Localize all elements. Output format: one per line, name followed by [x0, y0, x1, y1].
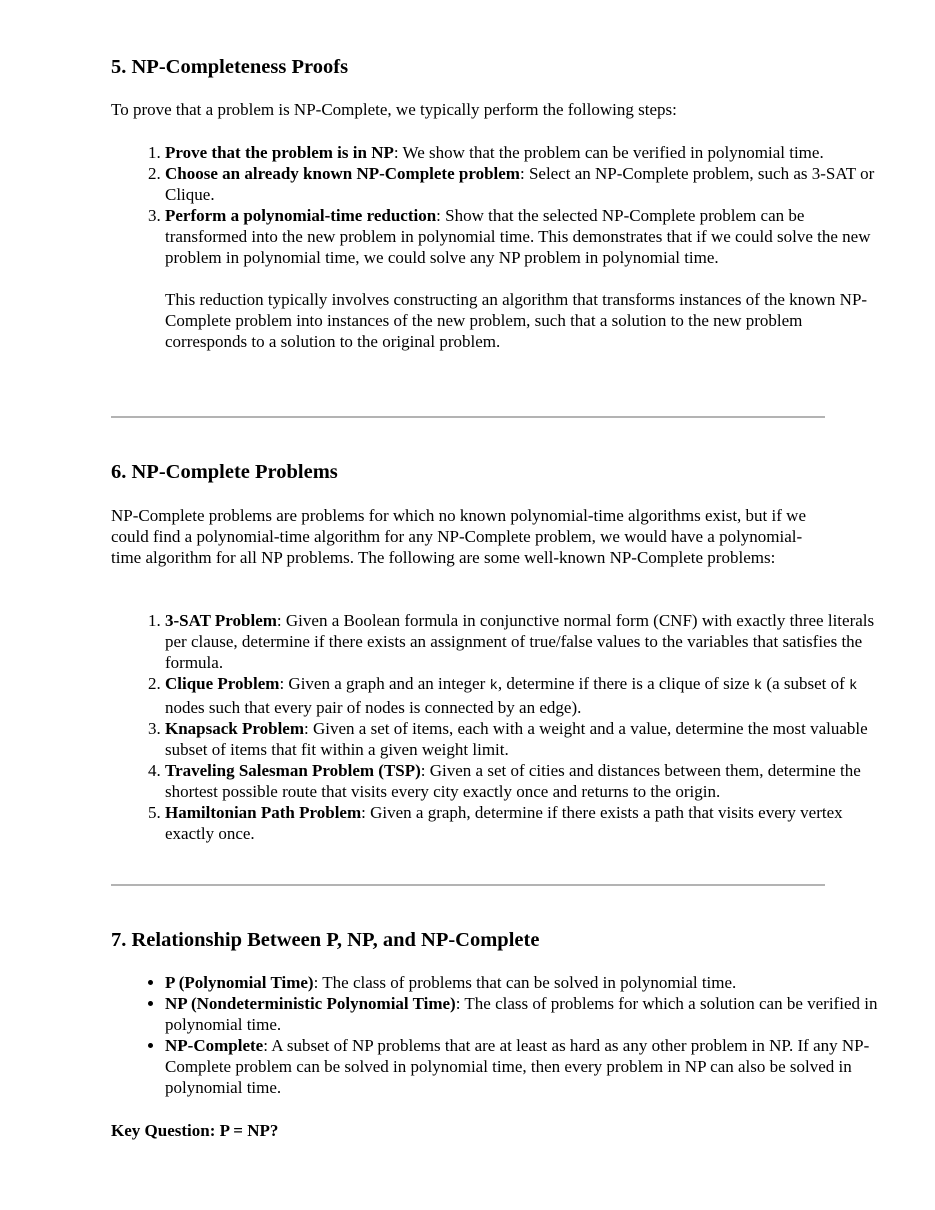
list-item — [165, 142, 879, 163]
list-item — [165, 760, 879, 802]
section-6-intro: NP-Complete problems are problems for which no known polynomial-time algorithms exist, but if we could find a polynomial-time algorithm for any NP-Complete problem, we would have a polynomial-time algorithm for all NP problems. The following are some well-known NP-Complete problems: — [111, 506, 806, 567]
item-term: Choose an already known NP-Complete problem — [165, 164, 520, 183]
list-item — [165, 673, 879, 718]
list-item — [165, 1035, 879, 1098]
item-text: , determine if there is a clique of size — [497, 674, 754, 693]
section-7-heading: 7. Relationship Between P, NP, and NP-Complete — [111, 929, 540, 951]
item-term: NP (Nondeterministic Polynomial Time) — [165, 994, 456, 1013]
item-text: (a subset of — [762, 674, 850, 693]
list-item — [165, 205, 879, 352]
item-text: nodes such that every pair of nodes is connected by an edge). — [165, 698, 582, 717]
item-term: P (Polynomial Time) — [165, 973, 314, 992]
item-text: : We show that the problem can be verified in polynomial time. — [393, 143, 824, 162]
list-item — [165, 993, 879, 1035]
list-item — [165, 802, 879, 844]
inline-code: k — [489, 678, 498, 694]
list-item — [165, 163, 879, 205]
inline-code: k — [849, 678, 858, 694]
proof-steps-list — [111, 142, 879, 352]
divider — [111, 884, 825, 886]
item-term: Hamiltonian Path Problem — [165, 803, 362, 822]
divider — [111, 416, 825, 418]
item-term: Clique Problem — [165, 674, 280, 693]
item-text: : Given a set of items, each with a weight and a value, determine the most valuable subset of items that fit within a given weight limit. — [165, 719, 868, 759]
item-text: : The class of problems for which a solution can be verified in polynomial time. — [165, 994, 878, 1034]
item-text: : Select an NP-Complete problem, such as 3-SAT or Clique. — [165, 164, 875, 204]
item-text: : A subset of NP problems that are at least as hard as any other problem in NP. If any NP-Complete problem can be solved in polynomial time, then every problem in NP can also be solved in polynomial time. — [165, 1036, 870, 1097]
inline-code: k — [753, 678, 763, 694]
item-term: Traveling Salesman Problem (TSP) — [165, 761, 421, 780]
section-5-intro: To prove that a problem is NP-Complete, we typically perform the following steps: — [111, 100, 677, 119]
item-text: : Show that the selected NP-Complete problem can be transformed into the new problem in polynomial time. This demonstrates that if we could solve the new problem in polynomial time, we could solve any NP problem in polynomial time. — [165, 206, 871, 267]
item-text: : The class of problems that can be solved in polynomial time. — [313, 973, 737, 992]
item-text: : Given a graph, determine if there exists a path that visits every vertex exactly once. — [165, 803, 843, 843]
list-item — [165, 610, 879, 673]
np-complete-problems-list — [111, 610, 879, 844]
item-text: : Given a graph and an integer — [279, 674, 490, 693]
item-term: Knapsack Problem — [165, 719, 305, 738]
item-text: : Given a Boolean formula in conjunctive normal form (CNF) with exactly three literals per clause, determine if there exists an assignment of true/false values to the variables that satisfies the formula. — [165, 611, 875, 672]
item-term: NP-Complete — [165, 1036, 264, 1055]
item-term: Prove that the problem is in NP — [165, 143, 394, 162]
key-question: Key Question: P = NP? — [111, 1121, 279, 1140]
item-text: : Given a set of cities and distances between them, determine the shortest possible route that visits every city exactly once and returns to the origin. — [165, 761, 861, 801]
section-5-heading: 5. NP-Completeness Proofs — [111, 56, 349, 78]
section-6-heading: 6. NP-Complete Problems — [111, 461, 338, 483]
list-item — [165, 972, 879, 993]
complexity-classes-list — [111, 972, 879, 1098]
item-extra-paragraph: This reduction typically involves constructing an algorithm that transforms instances of the known NP-Complete problem into instances of the new problem, such that a solution to the new problem corresponds to a solution to the original problem. — [165, 290, 868, 351]
item-term: 3-SAT Problem — [165, 611, 277, 630]
item-term: Perform a polynomial-time reduction — [165, 206, 437, 225]
list-item — [165, 718, 879, 760]
